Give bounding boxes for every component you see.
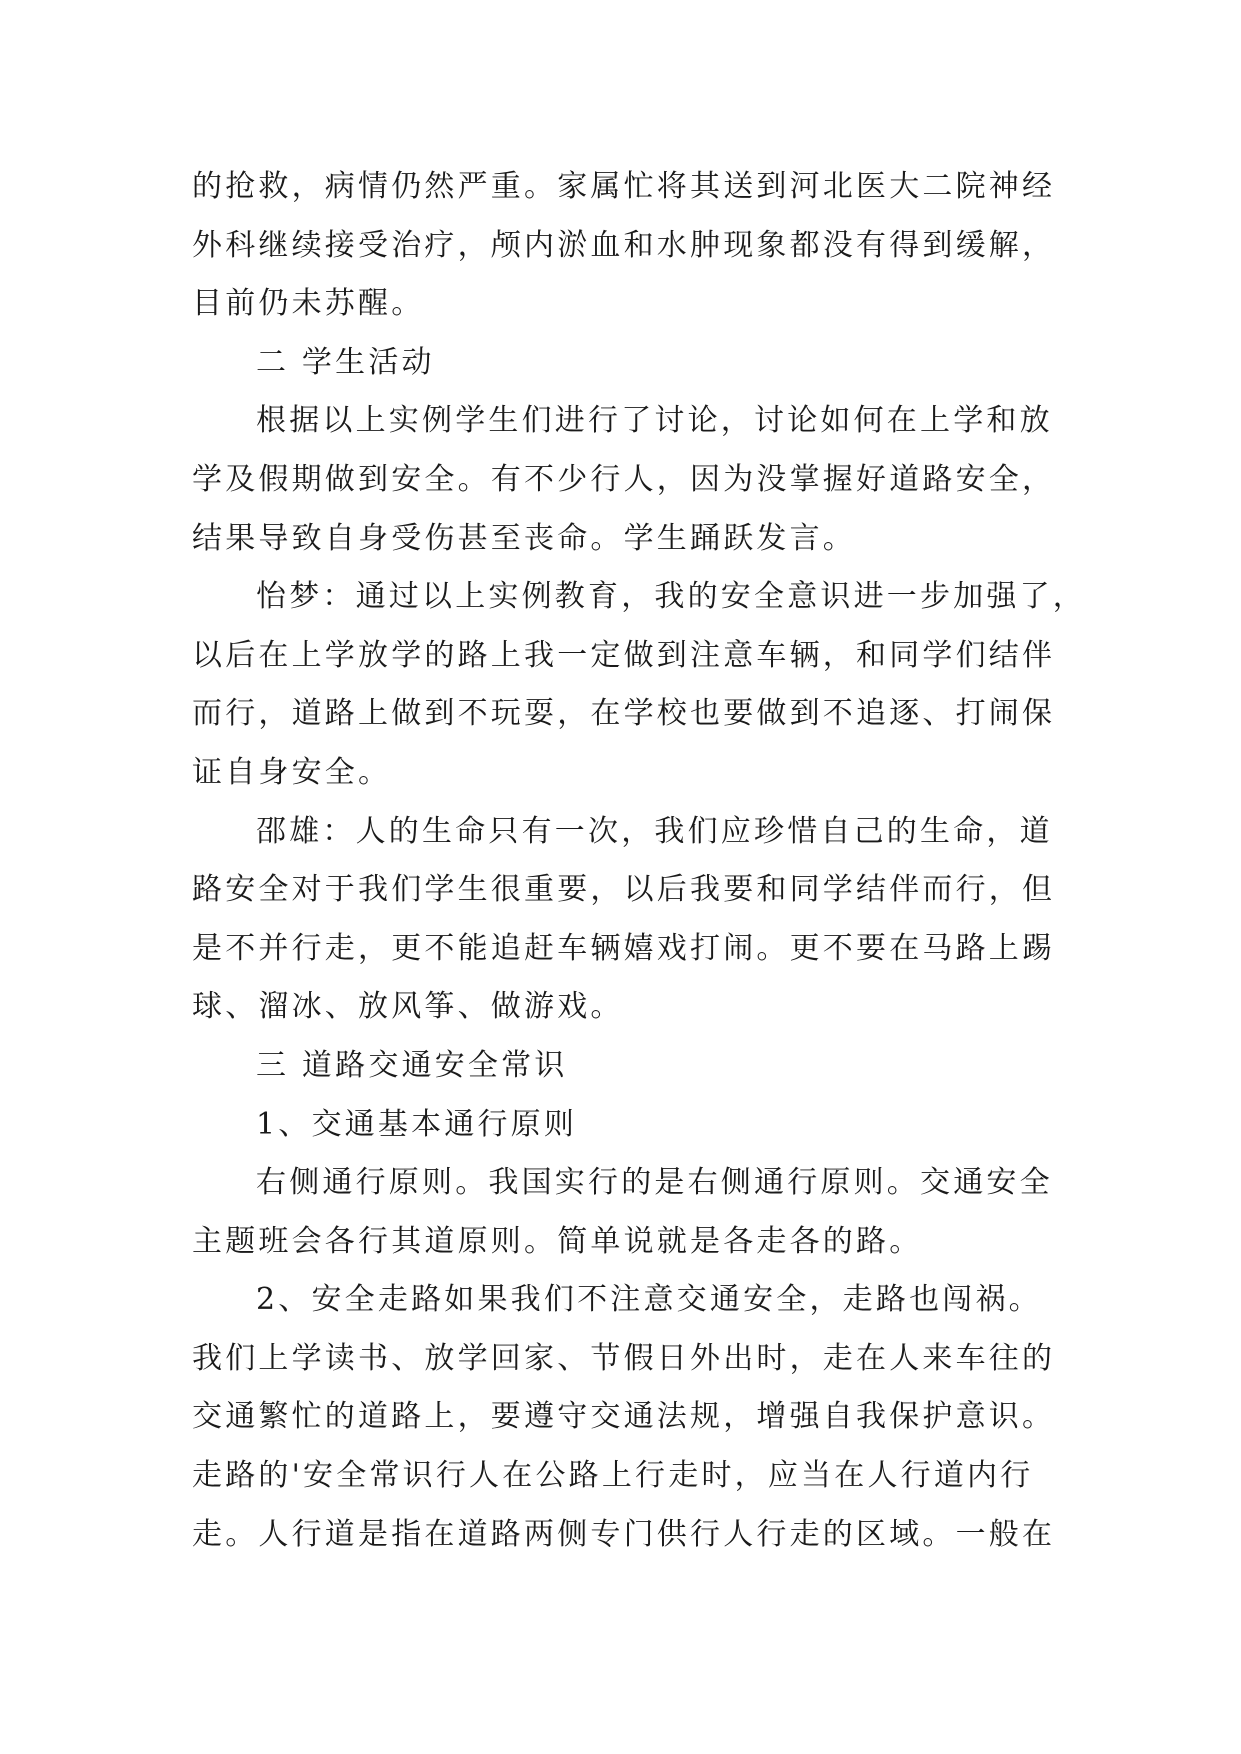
text-line: 怡梦：通过以上实例教育，我的安全意识进一步加强了， [256,579,1086,615]
text-line: 根据以上实例学生们进行了讨论，讨论如何在上学和放 [256,403,1053,439]
text-line: 球、溜冰、放风筝、做游戏。 [192,989,624,1025]
text-line: 的抢救，病情仍然严重。家属忙将其送到河北医大二院神经 [192,169,1056,204]
text-line: 目前仍未苏醒。 [192,286,425,322]
text-line: 交通繁忙的道路上，要遵守交通法规，增强自我保护意识。 [192,1399,1056,1435]
text-line: 外科继续接受治疗，颅内淤血和水肿现象都没有得到缓解， [192,227,1056,263]
text-line: 二 学生活动 [256,344,435,380]
text-line: 走。人行道是指在道路两侧专门供行人行走的区域。一般在 [192,1516,1056,1552]
text-line: 结果导致自身受伤甚至丧命。学生踊跃发言。 [192,520,856,556]
text-line: 邵雄：人的生命只有一次，我们应珍惜自己的生命，道 [256,813,1053,849]
text-line: 走路的'安全常识行人在公路上行走时，应当在人行道内行 [192,1458,1034,1494]
text-line: 我们上学读书、放学回家、节假日外出时，走在人来车往的 [192,1340,1056,1376]
text-line: 1、交通基本通行原则 [256,1106,578,1142]
text-line: 以后在上学放学的路上我一定做到注意车辆，和同学们结伴 [192,637,1056,673]
text-line: 证自身安全。 [192,754,392,790]
text-line: 三 道路交通安全常识 [256,1047,568,1083]
text-line: 右侧通行原则。我国实行的是右侧通行原则。交通安全 [256,1165,1053,1201]
text-line: 路安全对于我们学生很重要，以后我要和同学结伴而行，但 [192,872,1056,908]
text-line: 2、安全走路如果我们不注意交通安全，走路也闯祸。 [256,1282,1042,1318]
document-body [192,158,1086,1564]
text-line: 而行，道路上做到不玩耍，在学校也要做到不追逐、打闹保 [192,696,1056,732]
text-line: 是不并行走，更不能追赶车辆嬉戏打闹。更不要在马路上踢 [192,930,1056,966]
text-line: 主题班会各行其道原则。简单说就是各走各的路。 [192,1223,923,1259]
text-line: 学及假期做到安全。有不少行人，因为没掌握好道路安全， [192,461,1056,497]
